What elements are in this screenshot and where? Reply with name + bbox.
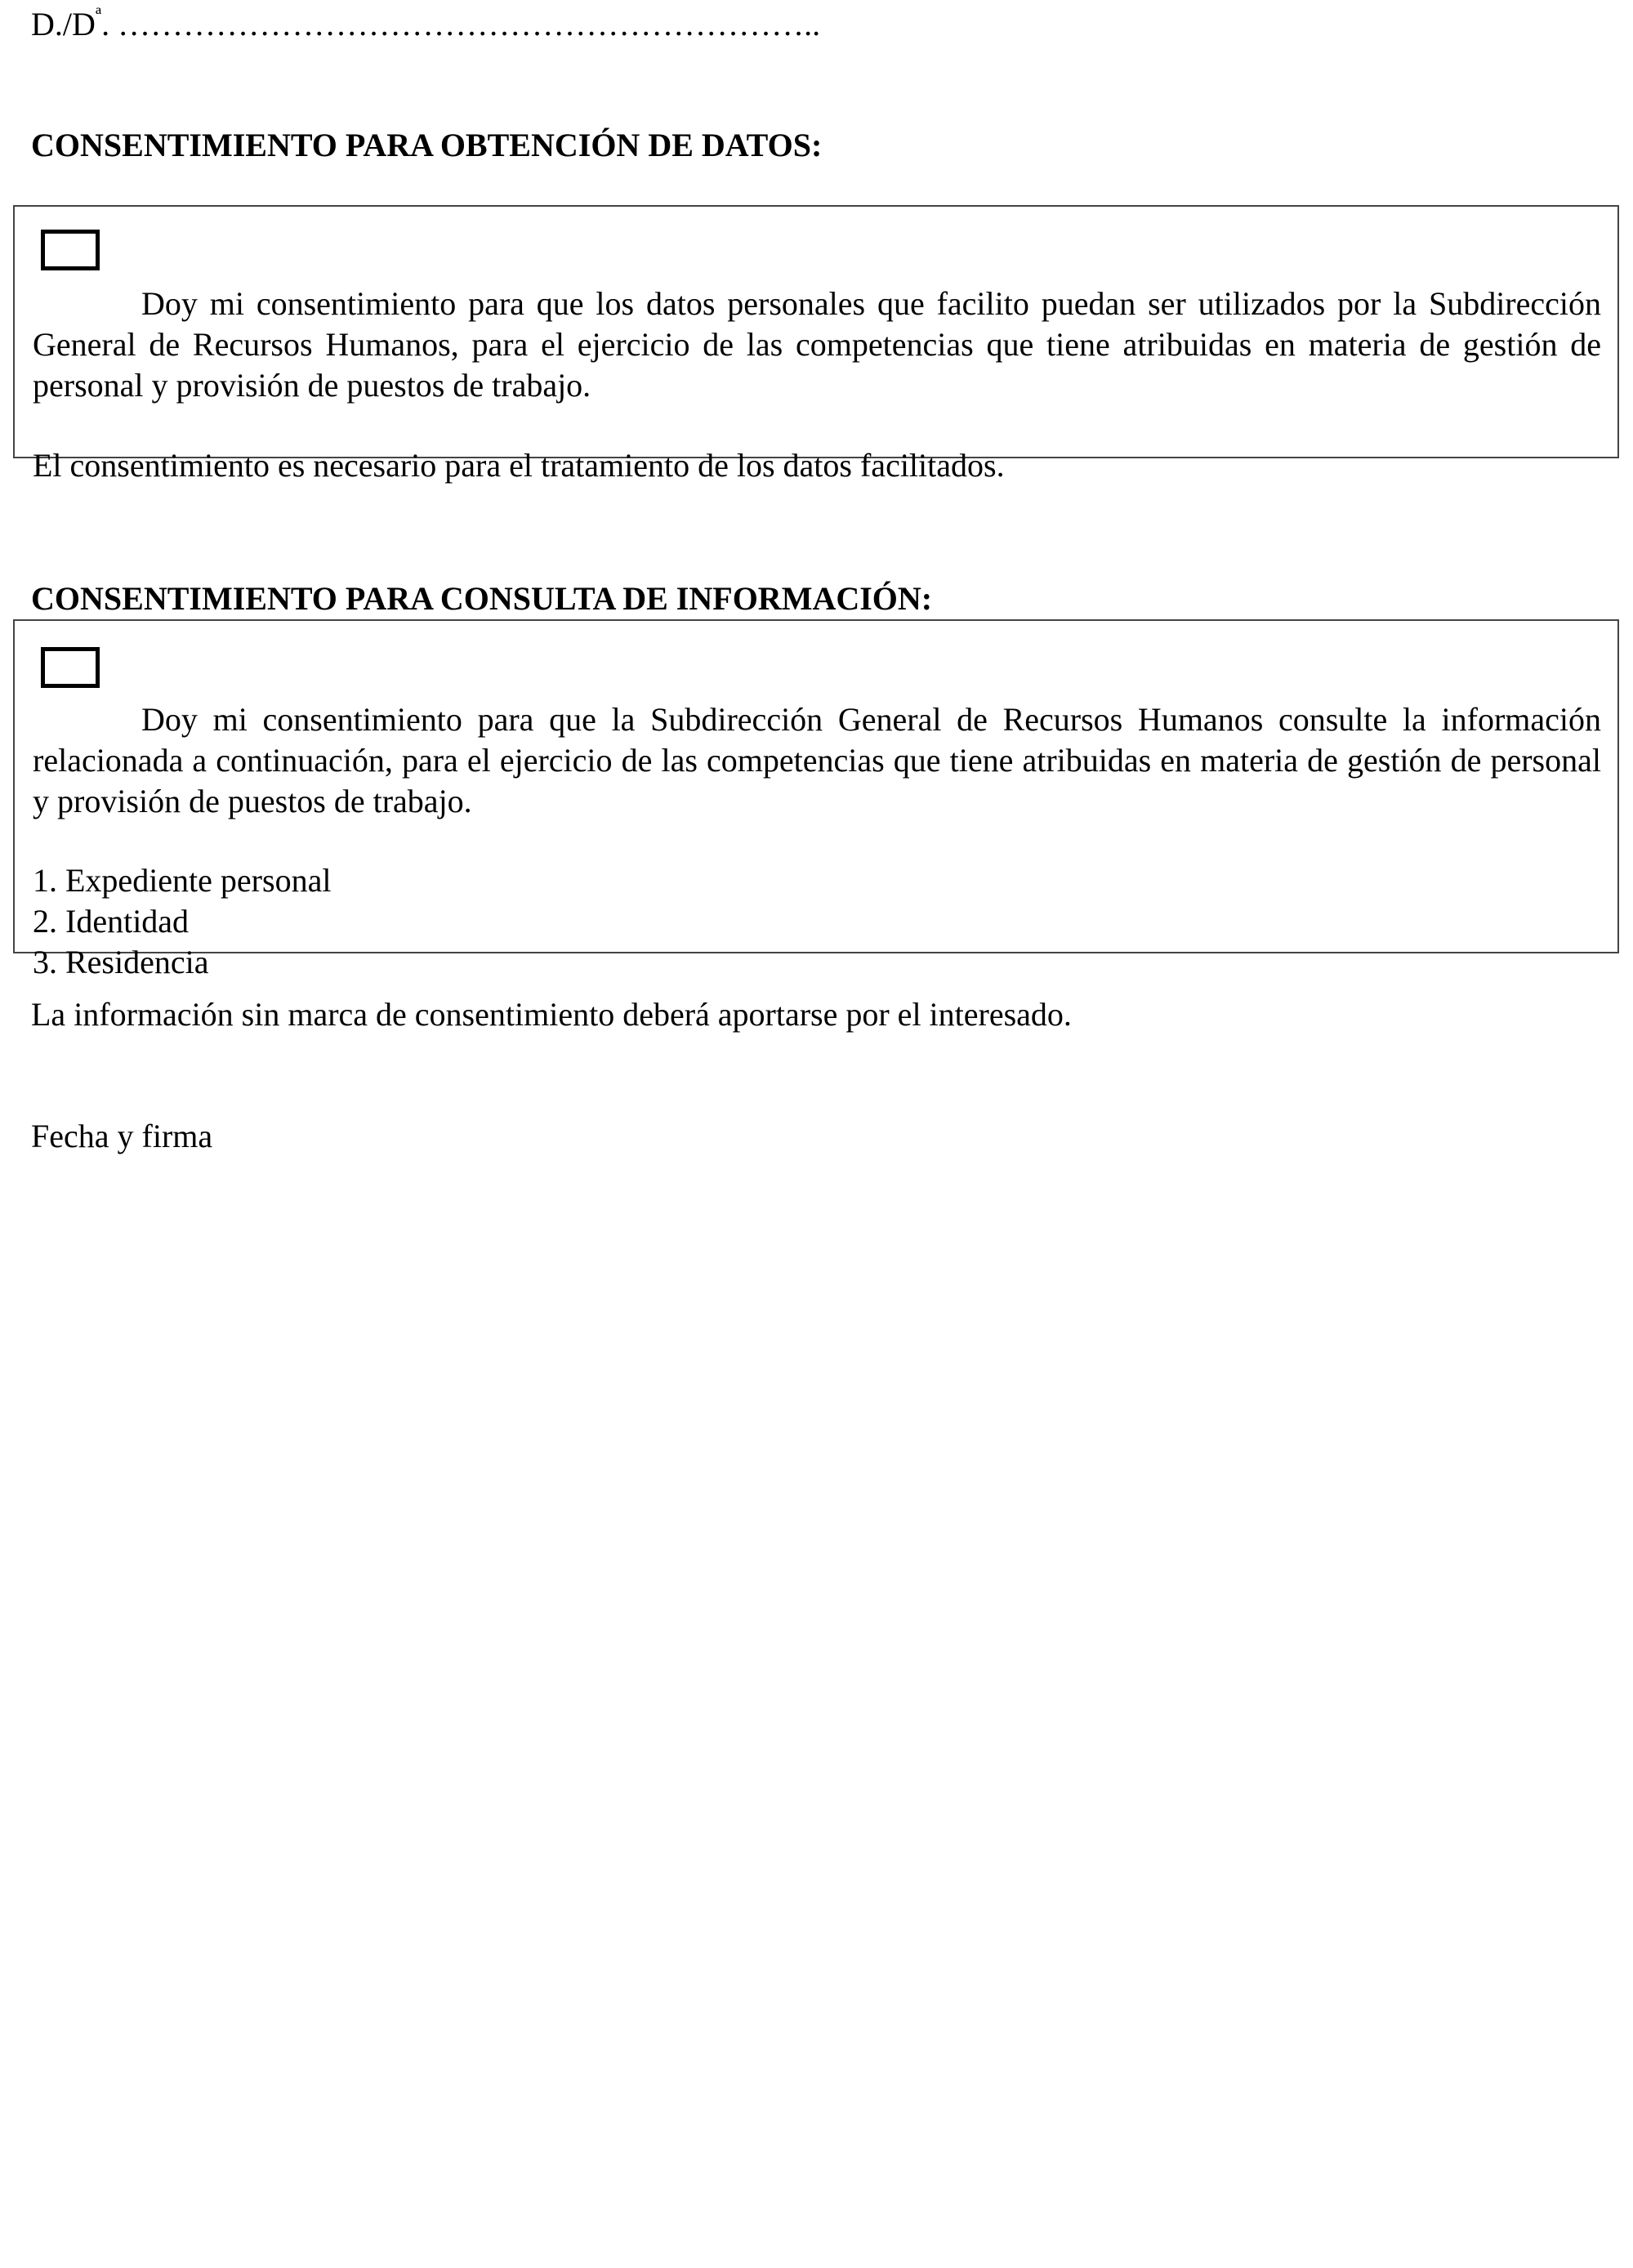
missing-consent-note: La información sin marca de consentimiento deberá aportarse por el interesado. [31, 996, 1072, 1033]
data-consent-text: Doy mi consentimiento para que los datos personales que facilito puedan ser utilizados por la Subdirección General de Recursos Humanos, para el ejercicio de las competencias que tiene atribuidas en materia de gestión de personal y provisión de puestos de trabajo. [33, 285, 1601, 404]
query-consent-text: Doy mi consentimiento para que la Subdirección General de Recursos Humanos consulte la información relacionada a continuación, para el ejercicio de las competencias que tiene atribuidas en materia de gestión de personal y provisión de puestos de trabajo. [33, 701, 1601, 819]
data-consent-checkbox[interactable] [41, 230, 100, 270]
list-item-residencia: 3. Residencia [33, 944, 209, 980]
query-consent-title: CONSENTIMIENTO PARA CONSULTA DE INFORMACIÓN: [31, 580, 933, 617]
name-superscript: ª [95, 2, 102, 27]
query-consent-checkbox[interactable] [41, 647, 100, 688]
list-item-identidad: 2. Identidad [33, 903, 190, 940]
data-consent-box [13, 205, 1619, 484]
applicant-name-line[interactable] [31, 3, 820, 46]
data-consent-title: CONSENTIMIENTO PARA OBTENCIÓN DE DATOS: [31, 127, 823, 163]
data-consent-note: El consentimiento es necesario para el tratamiento de los datos facilitados. [33, 447, 1005, 484]
name-blank: . ……………………………………………………….. [101, 6, 821, 42]
date-signature-label: Fecha y firma [31, 1118, 213, 1154]
name-label: D./D [31, 6, 96, 42]
query-consent-box [13, 619, 1619, 980]
list-item-expediente: 1. Expediente personal [33, 862, 332, 899]
